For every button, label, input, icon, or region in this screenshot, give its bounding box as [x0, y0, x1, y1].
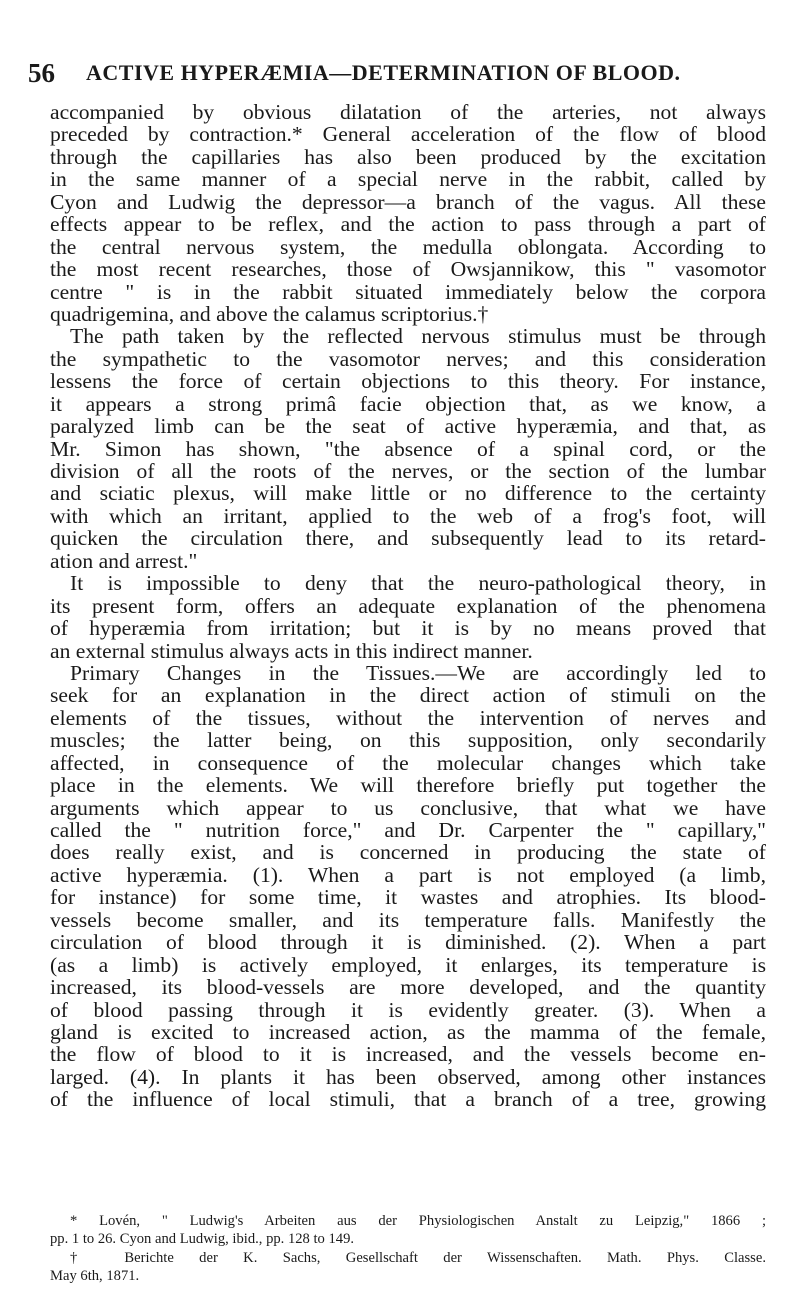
text-line: seek for an explanation in the direct action of stimuli on the	[50, 683, 766, 708]
text-line: its present form, offers an adequate explanation of the phenomena	[50, 593, 766, 618]
text-line: circulation of blood through it is diminished. (2). When a part	[50, 930, 766, 955]
text-line: lessens the force of certain objections to this theory. For instance,	[50, 369, 766, 394]
text-line: through the capillaries has also been produced by the excitation	[50, 144, 766, 169]
text-line: ation and arrest."	[50, 548, 198, 573]
text-line: larged. (4). In plants it has been observed, among other instances	[50, 1064, 766, 1089]
running-head: ACTIVE HYPERÆMIA—DETERMINATION OF BLOOD.	[86, 60, 681, 85]
text-line: Primary Changes in the Tissues.—We are accordingly led to	[70, 660, 766, 685]
text-line: of the influence of local stimuli, that a branch of a tree, growing	[50, 1087, 766, 1112]
text-line: arguments which appear to us conclusive, that what we have	[50, 795, 766, 820]
page-header	[28, 56, 768, 90]
text-line: affected, in consequence of the molecular changes which take	[50, 750, 766, 775]
footnotes	[50, 1212, 766, 1285]
footnote-line: pp. 1 to 26. Cyon and Ludwig, ibid., pp. 128 to 149.	[50, 1231, 355, 1248]
text-line: (as a limb) is actively employed, it enlarges, its temperature is	[50, 952, 766, 977]
text-line: it appears a strong primâ facie objection that, as we know, a	[50, 391, 766, 416]
body-text	[50, 101, 766, 1111]
text-line: of hyperæmia from irritation; but it is by no means proved that	[50, 616, 766, 641]
text-line: effects appear to be reflex, and the action to pass through a part of	[50, 212, 766, 237]
text-line: does really exist, and is concerned in producing the state of	[50, 840, 766, 865]
text-line: division of all the roots of the nerves, or the section of the lumbar	[50, 459, 766, 483]
footnote-line: May 6th, 1871.	[50, 1267, 140, 1284]
text-line: vessels become smaller, and its temperature falls. Manifestly the	[50, 907, 766, 932]
text-line: the flow of blood to it is increased, and the vessels become en-	[50, 1042, 766, 1067]
text-line: the central nervous system, the medulla oblongata. According to	[50, 234, 766, 259]
text-line: elements of the tissues, without the intervention of nerves and	[50, 705, 766, 730]
text-line: increased, its blood-vessels are more developed, and the quantity	[50, 975, 766, 1000]
text-line: the most recent researches, those of Owsjannikow, this " vasomotor	[50, 257, 766, 282]
text-line: of blood passing through it is evidently greater. (3). When a	[50, 997, 766, 1022]
text-line: active hyperæmia. (1). When a part is not employed (a limb,	[50, 862, 766, 887]
text-line: The path taken by the reflected nervous stimulus must be through	[70, 324, 766, 349]
text-line: an external stimulus always acts in this indirect manner.	[50, 638, 533, 663]
text-line: with which an irritant, applied to the web of a frog's foot, will	[50, 503, 766, 528]
text-line: and sciatic plexus, will make little or no difference to the certainty	[50, 481, 766, 506]
text-line: gland is excited to increased action, as the mamma of the female,	[50, 1019, 766, 1044]
footnote-line: * Lovén, " Ludwig's Arbeiten aus der Physiologischen Anstalt zu Leipzig," 1866 ;	[70, 1213, 766, 1229]
page-number: 56	[28, 58, 55, 88]
text-line: quadrigemina, and above the calamus scriptorius.†	[50, 301, 489, 326]
footnote-line: † Berichte der K. Sachs, Gesellschaft der Wissenschaften. Math. Phys. Classe.	[70, 1249, 766, 1266]
text-line: preceded by contraction.* General acceleration of the flow of blood	[50, 122, 766, 147]
text-line: Mr. Simon has shown, "the absence of a spinal cord, or the	[50, 436, 766, 461]
text-line: for instance) for some time, it wastes and atrophies. Its blood-	[50, 885, 766, 910]
text-line: the sympathetic to the vasomotor nerves; and this consideration	[50, 346, 766, 371]
text-line: place in the elements. We will therefore briefly put together the	[50, 773, 766, 798]
text-line: paralyzed limb can be the seat of active hyperæmia, and that, as	[50, 414, 766, 439]
text-line: accompanied by obvious dilatation of the arteries, not always	[50, 100, 766, 124]
text-line: in the same manner of a special nerve in the rabbit, called by	[50, 167, 766, 192]
text-line: quicken the circulation there, and subsequently lead to its retard-	[50, 526, 766, 551]
text-line: centre " is in the rabbit situated immediately below the corpora	[50, 279, 766, 304]
text-line: Cyon and Ludwig the depressor—a branch of the vagus. All these	[50, 189, 766, 214]
text-line: called the " nutrition force," and Dr. Carpenter the " capillary,"	[50, 818, 766, 842]
text-line: muscles; the latter being, on this supposition, only secondarily	[50, 728, 766, 753]
text-line: It is impossible to deny that the neuro-pathological theory, in	[70, 571, 766, 596]
